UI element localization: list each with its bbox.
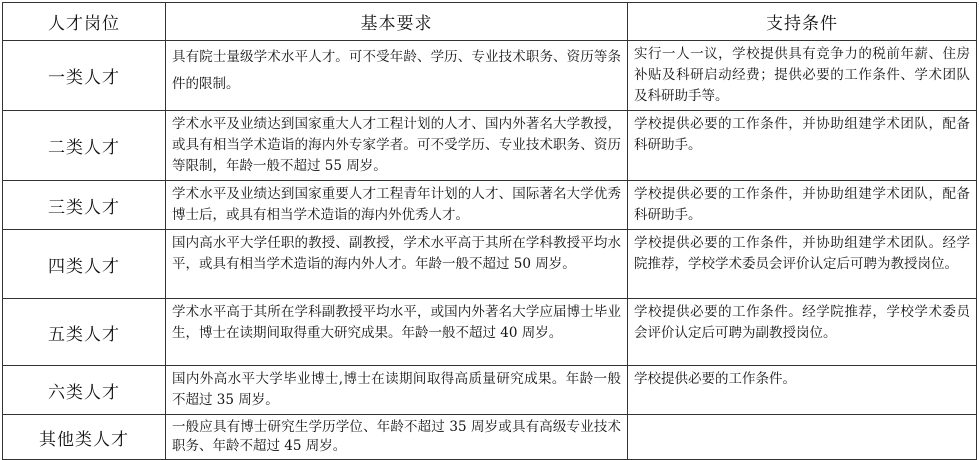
row-requirement: 国内外高水平大学毕业博士,博士在读期间取得高质量研究成果。年龄一般不超过 35 周岁。	[166, 366, 628, 415]
row-category: 三类人才	[3, 181, 166, 230]
row-support: 实行一人一议，学校提供具有竞争力的税前年薪、住房补贴及科研启动经费；提供必要的工作条件、学术团队及科研助手等。	[628, 41, 977, 111]
row-category: 四类人才	[3, 230, 166, 299]
row-support	[628, 415, 977, 460]
table-row	[3, 111, 977, 181]
row-category: 二类人才	[3, 111, 166, 181]
header-position: 人才岗位	[3, 3, 166, 41]
row-category: 一类人才	[3, 41, 166, 111]
table-row	[3, 181, 977, 230]
row-support: 学校提供必要的工作条件，并协助组建学术团队。经学院推荐，学校学术委员会评价认定后可聘为教授岗位。	[628, 230, 977, 299]
row-category: 其他类人才	[3, 415, 166, 460]
table-header-row	[3, 3, 977, 41]
table-row	[3, 299, 977, 366]
row-requirement: 学术水平及业绩达到国家重要人才工程青年计划的人才、国际著名大学优秀博士后，或具有相当学术造诣的海内外优秀人才。	[166, 181, 628, 230]
row-support: 学校提供必要的工作条件。经学院推荐，学校学术委员会评价认定后可聘为副教授岗位。	[628, 299, 977, 366]
row-category: 六类人才	[3, 366, 166, 415]
table-row	[3, 415, 977, 460]
table-row	[3, 41, 977, 111]
table-row	[3, 230, 977, 299]
row-requirement: 国内高水平大学任职的教授、副教授，学术水平高于其所在学科教授平均水平，或具有相当学术造诣的海内外人才。年龄一般不超过 50 周岁。	[166, 230, 628, 299]
header-support: 支持条件	[628, 3, 977, 41]
row-support: 学校提供必要的工作条件，并协助组建学术团队，配备科研助手。	[628, 111, 977, 181]
talent-requirements-table	[2, 2, 977, 460]
table-row	[3, 366, 977, 415]
row-support: 学校提供必要的工作条件。	[628, 366, 977, 415]
row-requirement: 一般应具有博士研究生学历学位、年龄不超过 35 周岁或具有高级专业技术职务、年龄不超过 45 周岁。	[166, 415, 628, 460]
row-requirement: 学术水平及业绩达到国家重大人才工程计划的人才、国内外著名大学教授，或具有相当学术造诣的海内外专家学者。可不受学历、专业技术职务、资历等限制，年龄一般不超过 55 周岁。	[166, 111, 628, 181]
row-category: 五类人才	[3, 299, 166, 366]
header-requirements: 基本要求	[166, 3, 628, 41]
row-requirement: 具有院士量级学术水平人才。可不受年龄、学历、专业技术职务、资历等条件的限制。	[166, 41, 628, 111]
row-support: 学校提供必要的工作条件，并协助组建学术团队，配备科研助手。	[628, 181, 977, 230]
row-requirement: 学术水平高于其所在学科副教授平均水平，或国内外著名大学应届博士毕业生，博士在读期间取得重大研究成果。年龄一般不超过 40 周岁。	[166, 299, 628, 366]
